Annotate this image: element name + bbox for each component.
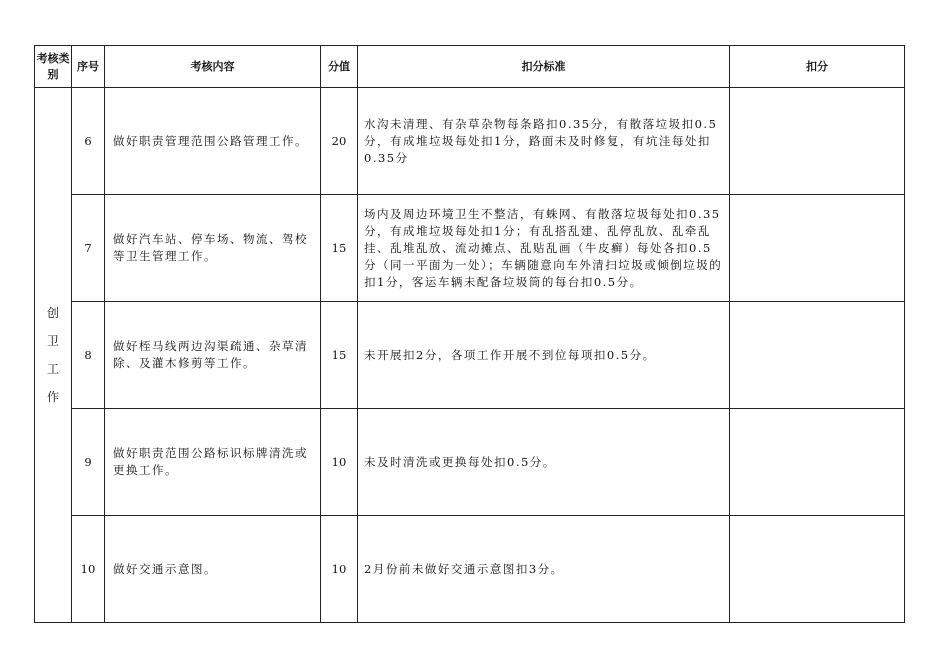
table-row: [35, 302, 905, 409]
row-content: 做好交通示意图。: [105, 516, 321, 623]
assessment-table: [34, 45, 905, 623]
row-number: 7: [72, 195, 105, 302]
header-row: [35, 46, 905, 88]
table-row: [35, 516, 905, 623]
row-content: 做好桎马线两边沟渠疏通、杂草清除、及灌木修剪等工作。: [105, 302, 321, 409]
row-deduction[interactable]: [730, 302, 905, 409]
row-number: 9: [72, 409, 105, 516]
row-points: 15: [321, 195, 358, 302]
header-points: 分值: [321, 46, 358, 88]
row-deduction[interactable]: [730, 88, 905, 195]
header-content: 考核内容: [105, 46, 321, 88]
header-number: 序号: [72, 46, 105, 88]
row-number: 8: [72, 302, 105, 409]
row-points: 10: [321, 516, 358, 623]
row-deduction[interactable]: [730, 195, 905, 302]
row-points: 10: [321, 409, 358, 516]
row-points: 20: [321, 88, 358, 195]
header-standard: 扣分标准: [358, 46, 730, 88]
row-standard: 未及时清洗或更换每处扣0.5分。: [358, 409, 730, 516]
table-row: [35, 195, 905, 302]
row-content: 做好职责管理范围公路管理工作。: [105, 88, 321, 195]
category-label: 创卫工作: [46, 306, 59, 404]
table-row: [35, 88, 905, 195]
row-standard: 未开展扣2分，各项工作开展不到位每项扣0.5分。: [358, 302, 730, 409]
row-deduction[interactable]: [730, 409, 905, 516]
row-standard: 2月份前未做好交通示意图扣3分。: [358, 516, 730, 623]
row-standard: 场内及周边环境卫生不整洁，有蛛网、有散落垃圾每处扣0.35分，有成堆垃圾每处扣1分；有乱搭乱建、乱停乱放、乱牵乱挂、乱堆乱放、流动摊点、乱贴乱画（牛皮癣）每处各扣0.5分（同一平面为一处）；车辆随意向车外清扫垃圾或倾倒垃圾的扣1分，客运车辆未配备垃圾筒的每台扣0.5分。: [358, 195, 730, 302]
category-cell: [35, 88, 72, 623]
header-category: 考核类别: [35, 46, 72, 88]
row-points: 15: [321, 302, 358, 409]
row-number: 6: [72, 88, 105, 195]
row-number: 10: [72, 516, 105, 623]
row-content: 做好职责范围公路标识标牌清洗或更换工作。: [105, 409, 321, 516]
header-deduction: 扣分: [730, 46, 905, 88]
row-content: 做好汽车站、停车场、物流、驾校等卫生管理工作。: [105, 195, 321, 302]
row-deduction[interactable]: [730, 516, 905, 623]
table-row: [35, 409, 905, 516]
row-standard: 水沟未清理、有杂草杂物每条路扣0.35分，有散落垃圾扣0.5分，有成堆垃圾每处扣1分，路面未及时修复，有坑洼每处扣0.35分: [358, 88, 730, 195]
